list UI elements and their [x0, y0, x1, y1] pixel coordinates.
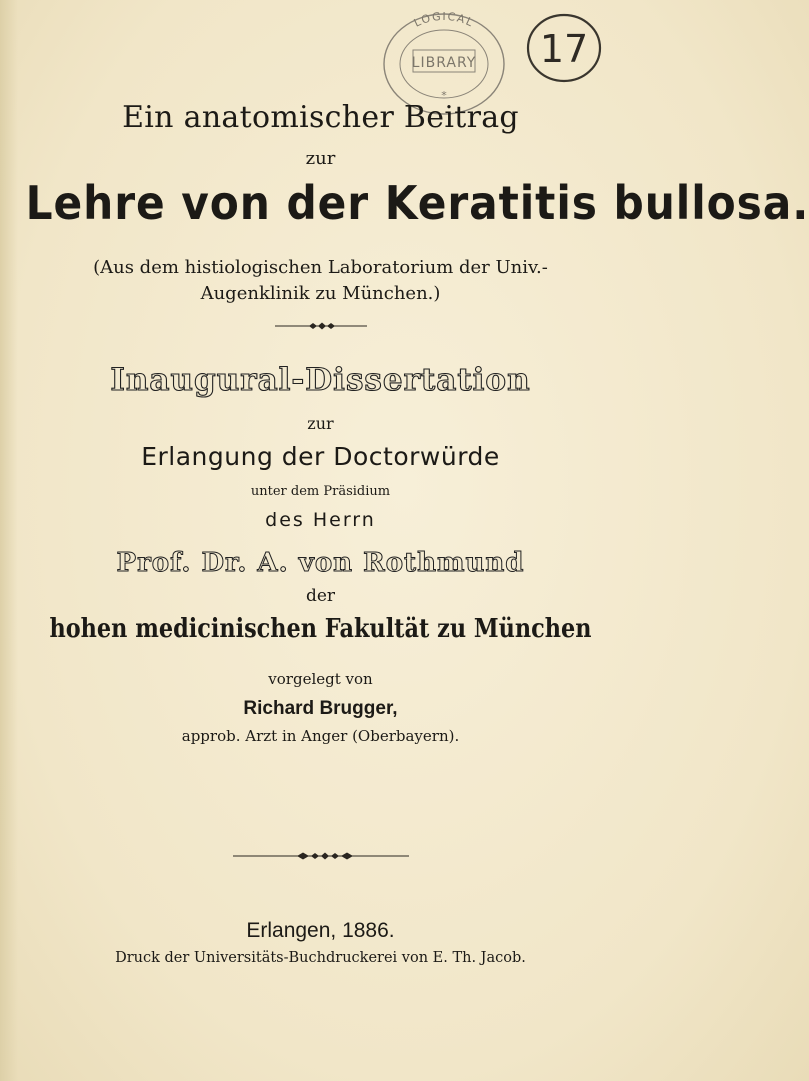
- shelf-mark-number: 17: [539, 27, 589, 71]
- faculty-line: hohen medicinischen Fakultät zu München: [49, 614, 592, 644]
- origin-note-line-1: (Aus dem histiologischen Laboratorium der Univ.-: [93, 257, 548, 278]
- des-herrn-line: des Herrn: [265, 509, 376, 531]
- professor-name: Prof. Dr. A. von Rothmund: [116, 548, 525, 578]
- printer-line: Druck der Universitäts-Buchdruckerei von E. Th. Jacob.: [115, 950, 526, 966]
- bottom-divider-ornament: [0, 850, 641, 862]
- stamp-center-text: LIBRARY: [411, 55, 477, 71]
- author-name: Richard Brugger,: [243, 698, 398, 719]
- der-line: der: [305, 586, 336, 606]
- vorgelegt-line: vorgelegt von: [268, 670, 373, 688]
- shelf-mark: [518, 4, 608, 94]
- subtitle-line: Ein anatomischer Beitrag: [122, 100, 519, 135]
- svg-text:LOGICAL: [412, 10, 476, 30]
- stamp-bottom-text: *: [441, 89, 447, 102]
- divider-ornament: [0, 320, 641, 332]
- zur-line-2: zur: [307, 414, 334, 433]
- dissertation-title: Inaugural-Dissertation: [110, 362, 531, 398]
- author-description: approb. Arzt in Anger (Oberbayern).: [181, 727, 460, 745]
- praesidium-line: unter dem Präsidium: [250, 484, 391, 499]
- stamp-top-text: LOGICAL: [411, 9, 477, 30]
- erlangung-line: Erlangung der Doctorwürde: [141, 442, 500, 471]
- origin-note-line-2: Augenklinik zu München.): [200, 283, 441, 304]
- place-year: Erlangen, 1886.: [246, 919, 395, 942]
- zur-line-1: zur: [305, 148, 336, 169]
- main-title: Lehre von der Keratitis bullosa.: [25, 176, 809, 230]
